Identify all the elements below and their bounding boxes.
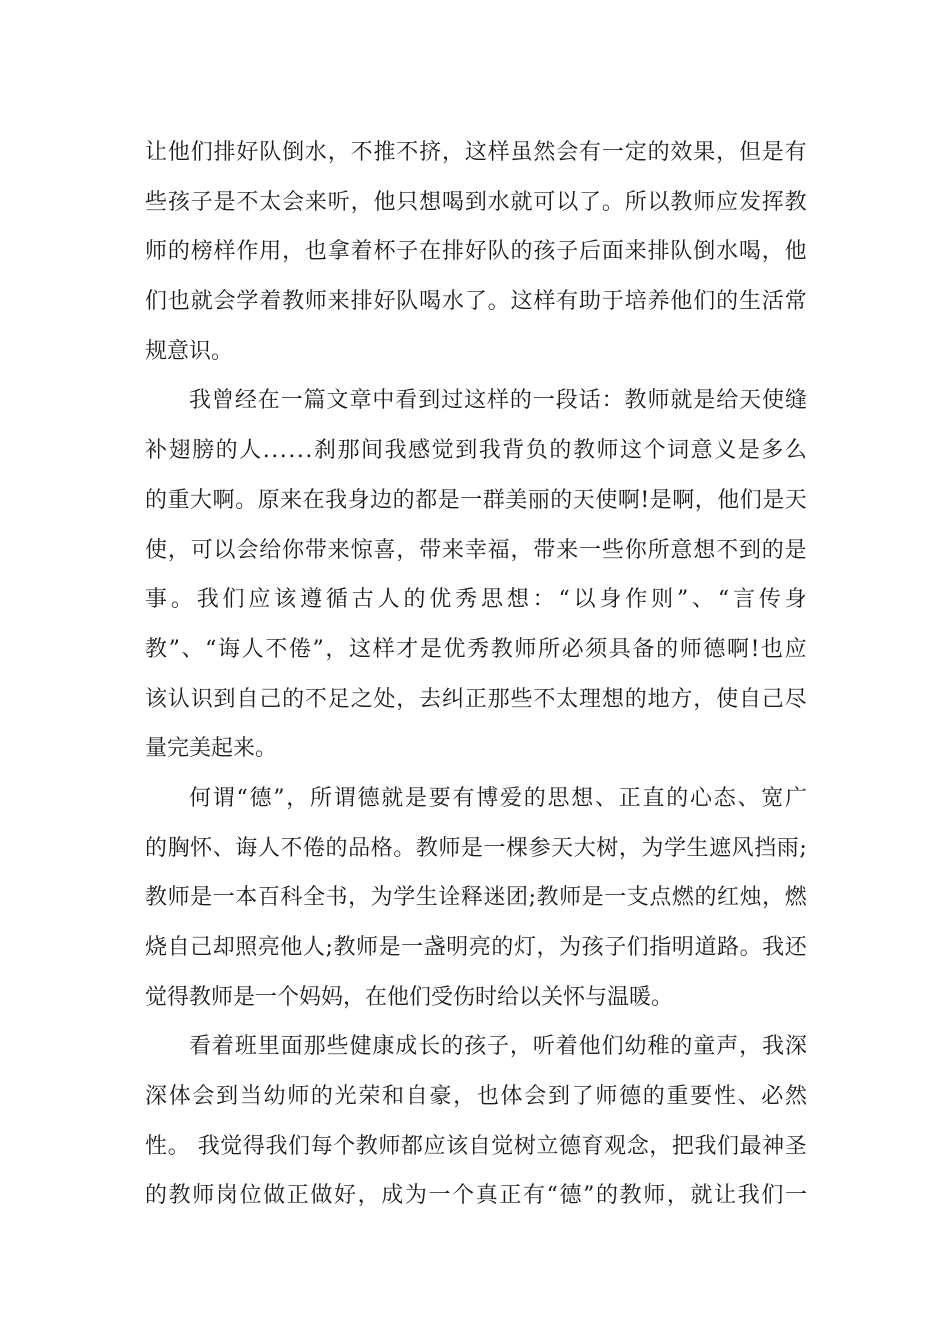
text-line: 们 也 就 会 学 着 教 师 来 排 好 队 喝 水 了 。 这 样 有 助 于 培 养 他 们 的 生 活 常 — [145, 289, 807, 315]
paragraph-first-line: 看 着 班 里 面 那 些 健 康 成 长 的 孩 子 ， 听 着 他 们 幼 稚 的 童 声 ， 我 深 — [189, 1034, 807, 1060]
text-line: 补 翅 膀 的 人 . . . . . . 刹 那 间 我 感 觉 到 我 背 负 的 教 师 这 个 词 意 义 是 多 么 — [145, 438, 807, 464]
text-line: 教 师 是 一 本 百 科 全 书 ， 为 学 生 诠 释 迷 团 ; 教 师 是 一 支 点 燃 的 红 烛 ， 燃 — [145, 885, 807, 911]
text-line: 量完美起来。 — [145, 736, 278, 762]
text-line: 深 体 会 到 当 幼 师 的 光 荣 和 自 豪 ， 也 体 会 到 了 师 德 的 重 要 性 、 必 然 — [145, 1084, 807, 1110]
text-line: 教 ” 、 “ 诲 人 不 倦 ” ， 这 样 才 是 优 秀 教 师 所 必 须 具 备 的 师 德 啊 ! 也 应 — [145, 636, 807, 662]
text-line: 烧 自 己 却 照 亮 他 人 ; 教 师 是 一 盏 明 亮 的 灯 ， 为 孩 子 们 指 明 道 路 。 我 还 — [145, 935, 807, 960]
text-line: 的 重 大 啊 。 原 来 在 我 身 边 的 都 是 一 群 美 丽 的 天 使 啊 ! 是 啊 ， 他 们 是 天 — [145, 487, 807, 513]
body-text — [145, 128, 807, 1221]
paragraph-first-line: 何 谓 “ 德 ” ， 所 谓 德 就 是 要 有 博 爱 的 思 想 、 正 直 的 心 态 、 宽 广 — [189, 785, 807, 811]
text-line: 师 的 榜 样 作 用 ， 也 拿 着 杯 子 在 排 好 队 的 孩 子 后 面 来 排 队 倒 水 喝 ， 他 — [145, 239, 807, 265]
text-line: 觉得教师是一个妈妈，在他们受伤时给以关怀与温暖。 — [145, 984, 674, 1010]
text-line: 的 教 师 岗 位 做 正 做 好 ， 成 为 一 个 真 正 有 “ 德 ” 的 教 师 ， 就 让 我 们 一 — [145, 1183, 807, 1209]
paragraph-first-line: 我 曾 经 在 一 篇 文 章 中 看 到 过 这 样 的 一 段 话 ： 教 师 就 是 给 天 使 缝 — [189, 388, 807, 414]
text-line: 些 孩 子 是 不 太 会 来 听 ， 他 只 想 喝 到 水 就 可 以 了 。 所 以 教 师 应 发 挥 教 — [145, 189, 807, 215]
text-line: 让 他 们 排 好 队 倒 水 ， 不 推 不 挤 ， 这 样 虽 然 会 有 一 定 的 效 果 ， 但 是 有 — [145, 140, 807, 165]
text-line: 规意识。 — [145, 338, 234, 364]
text-line: 使 ， 可 以 会 给 你 带 来 惊 喜 ， 带 来 幸 福 ， 带 来 一 些 你 所 意 想 不 到 的 是 — [145, 537, 807, 563]
text-line: 该 认 识 到 自 己 的 不 足 之 处 ， 去 纠 正 那 些 不 太 理 想 的 地 方 ， 使 自 己 尽 — [145, 686, 807, 712]
text-line: 的 胸 怀 、 诲 人 不 倦 的 品 格 。 教 师 是 一 棵 参 天 大 树 ， 为 学 生 遮 风 挡 雨 ; — [145, 835, 807, 861]
text-line: 事 。 我 们 应 该 遵 循 古 人 的 优 秀 思 想 ： “ 以 身 作 则 ” 、 “ 言 传 身 — [145, 587, 807, 613]
text-line: 性 。 我 觉 得 我 们 每 个 教 师 都 应 该 自 觉 树 立 德 育 观 念 ， 把 我 们 最 神 圣 — [145, 1133, 807, 1159]
